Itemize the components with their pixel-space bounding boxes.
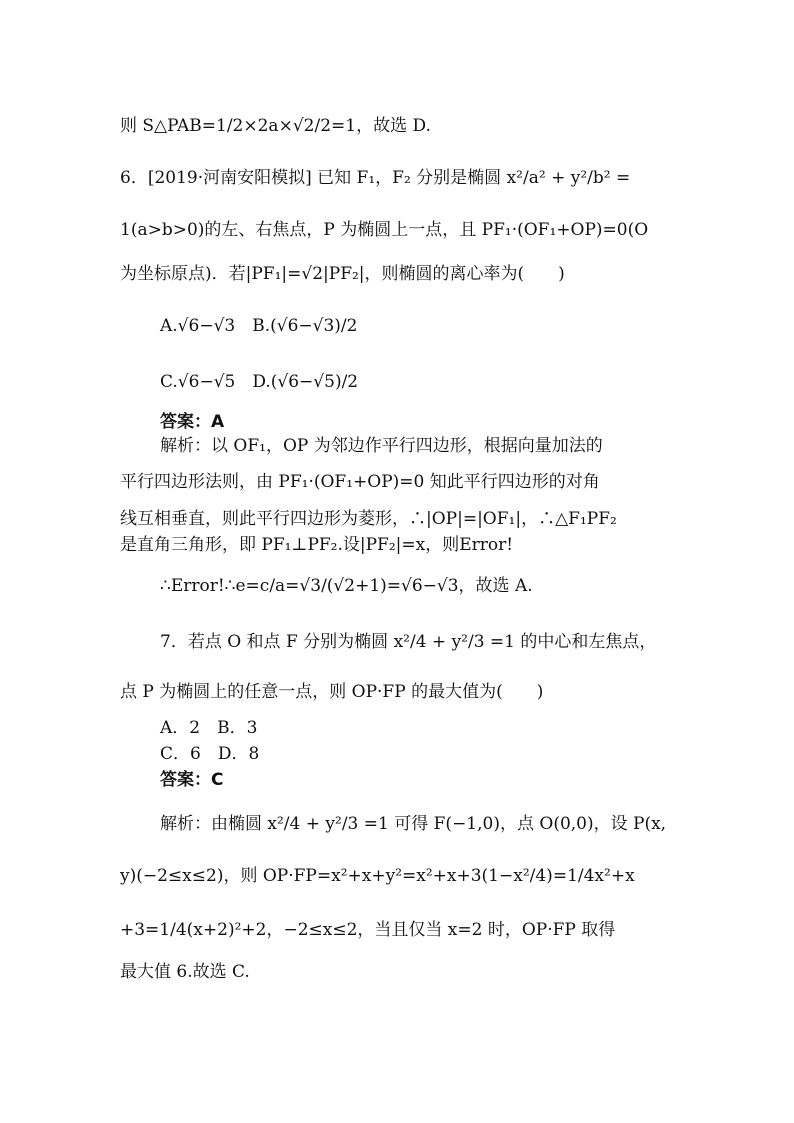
line-1: 则 S△PAB=1/2×2a×√2/2=1，故选 D. xyxy=(120,116,431,136)
problem-6-line-1: 6．[2019·河南安阳模拟] 已知 F₁，F₂ 分别是椭圆 x²/a² + y²/b² = xyxy=(120,168,631,188)
solution-7-line-1: 解析：由椭圆 x²/4 + y²/3 =1 可得 F(−1,0)，点 O(0,0)，设 P(x, xyxy=(160,814,667,834)
solution-7-line-2: y)(−2≤x≤2)，则 OP·FP=x²+x+y²=x²+x+3(1−x²/4)=1/4x²+x xyxy=(120,866,635,886)
solution-6-line-3: 线互相垂直，则此平行四边形为菱形，∴|OP|=|OF₁|，∴△F₁PF₂ xyxy=(120,509,617,529)
problem-6-line-2: 1(a>b>0)的左、右焦点，P 为椭圆上一点，且 PF₁·(OF₁+OP)=0(O xyxy=(120,220,649,240)
problem-6-line-3: 为坐标原点)．若|PF₁|=√2|PF₂|，则椭圆的离心率为( ) xyxy=(120,264,565,284)
answer-7: 答案：C xyxy=(160,770,224,790)
solution-6-line-1: 解析：以 OF₁，OP 为邻边作平行四边形，根据向量加法的 xyxy=(160,436,603,456)
choices-6-cd: C.√6−√5 D.(√6−√5)/2 xyxy=(160,372,359,392)
solution-6-line-5: ∴Error!∴e=c/a=√3/(√2+1)=√6−√3，故选 A. xyxy=(160,576,533,596)
problem-7-line-2: 点 P 为椭圆上的任意一点，则 OP·FP 的最大值为( ) xyxy=(120,682,544,702)
choices-7-ab: A．2 B．3 xyxy=(160,718,258,738)
choices-6-ab: A.√6−√3 B.(√6−√3)/2 xyxy=(160,316,358,336)
answer-6: 答案：A xyxy=(160,412,225,432)
solution-6-line-2: 平行四边形法则，由 PF₁·(OF₁+OP)=0 知此平行四边形的对角 xyxy=(120,472,600,492)
problem-7-line-1: 7．若点 O 和点 F 分别为椭圆 x²/4 + y²/3 =1 的中心和左焦点， xyxy=(160,632,657,652)
solution-6-line-4: 是直角三角形，即 PF₁⊥PF₂.设|PF₂|=x，则Error! xyxy=(120,535,514,555)
solution-7-line-3: +3=1/4(x+2)²+2，−2≤x≤2，当且仅当 x=2 时，OP·FP 取得 xyxy=(120,920,616,940)
choices-7-cd: C．6 D．8 xyxy=(160,744,260,764)
solution-7-line-4: 最大值 6.故选 C. xyxy=(120,962,250,982)
